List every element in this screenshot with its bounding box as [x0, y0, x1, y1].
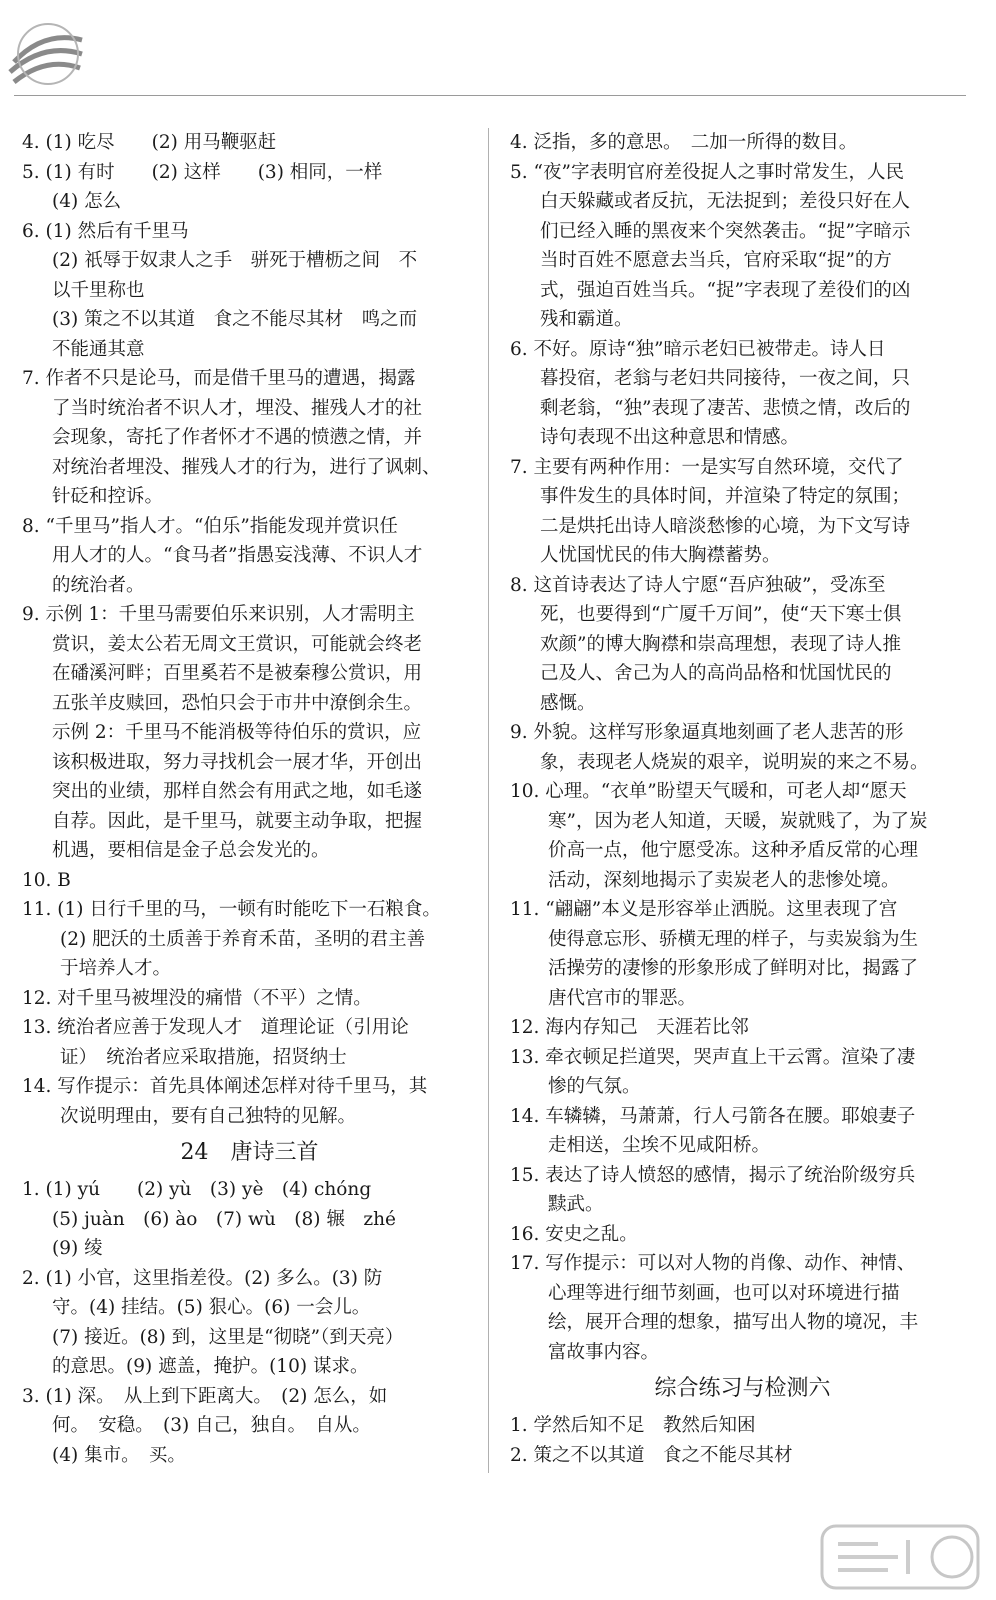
- answer-line: 白天躲藏或者反抗，无法捉到；差役只好在人: [540, 191, 911, 212]
- answer-line: 绘，展开合理的想象，描写出人物的境况，丰: [548, 1312, 919, 1333]
- answer-line: 7. 主要有两种作用：一是实写自然环境，交代了: [510, 456, 904, 478]
- answer-line: 剩老翁，“独”表现了凄苦、悲愤之情，改后的: [540, 397, 911, 419]
- answer-line: 残和霸道。: [540, 309, 633, 330]
- answer-line: 心理等进行细节刻画，也可以对环境进行描: [548, 1282, 900, 1304]
- answer-line: 式，强迫百姓当兵。“捉”字表现了差役们的凶: [540, 279, 911, 301]
- answer-line: 12. 海内存知己 天涯若比邻: [510, 1017, 749, 1038]
- answer-line: 5. “夜”字表明官府差役捉人之事时常发生，人民: [510, 161, 904, 183]
- answer-line: 16. 安史之乱。: [510, 1223, 638, 1245]
- answers-block-23: [22, 128, 477, 1131]
- answer-line: 感慨。: [540, 692, 596, 714]
- answer-line: 富故事内容。: [548, 1341, 660, 1363]
- answer-line: 使得意忘形、骄横无理的样子，与卖炭翁为生: [548, 928, 919, 950]
- section-title: 综合练习与检测六: [654, 1376, 831, 1401]
- section-number: 24: [180, 1140, 209, 1165]
- right-column: [510, 128, 975, 1470]
- answer-line: 的意思。(9) 遮盖，掩护。(10) 谋求。: [52, 1356, 369, 1377]
- answer-line: 暮投宿，老翁与老妇共同接待，一夜之间，只: [540, 368, 911, 389]
- answers-block-24-continued: [510, 128, 975, 1367]
- answer-line: 9. 外貌。这样写形象逼真地刻画了老人悲苦的形: [510, 722, 904, 743]
- answer-line: 14. 车辚辚，马萧萧，行人弓箭各在腰。耶娘妻子: [510, 1105, 916, 1127]
- answer-line: 11. “翩翩”本义是形容举止洒脱。这里表现了宫: [510, 899, 898, 920]
- answers-block-24: [22, 1175, 477, 1470]
- watermark-logo-icon: [820, 1522, 980, 1592]
- answer-line: 8. “千里马”指人才。“伯乐”指能发现并赏识任: [22, 515, 398, 537]
- answer-line: 12. 对千里马被埋没的痛惜（不平）之情。: [22, 987, 372, 1009]
- answer-line: 4. (1) 吃尽 (2) 用马鞭驱赶: [22, 132, 277, 153]
- answer-line: (2) 祇辱于奴隶人之手 骈死于槽枥之间 不: [52, 250, 418, 271]
- answer-line: 象，表现老人烧炭的艰辛，说明炭的来之不易。: [540, 751, 929, 773]
- answer-line: 7. 作者不只是论马，而是借千里马的遭遇，揭露: [22, 368, 416, 389]
- answer-line: 价高一点，他宁愿受冻。这种矛盾反常的心理: [548, 840, 919, 861]
- answer-line: (4) 集市。 买。: [52, 1444, 186, 1466]
- answer-line: 会现象，寄托了作者怀才不遇的愤懑之情，并: [52, 427, 423, 448]
- section-heading: [510, 1367, 975, 1411]
- left-column: [22, 128, 477, 1470]
- answer-line: 用人才的人。“食马者”指愚妄浅薄、不识人才: [52, 545, 423, 566]
- answer-line: 11. (1) 日行千里的马，一顿有时能吃下一石粮食。: [22, 899, 441, 920]
- answer-line: 活操劳的凄惨的形象形成了鲜明对比，揭露了: [548, 958, 919, 979]
- answer-line: 1. 学然后知不足 教然后知困: [510, 1415, 756, 1436]
- answer-line: 6. 不好。原诗“独”暗示老妇已被带走。诗人日: [510, 338, 886, 360]
- answer-line: 15. 表达了诗人愤怒的感情，揭示了统治阶级穷兵: [510, 1164, 916, 1186]
- answer-line: 8. 这首诗表达了诗人宁愿“吾庐独破”，受冻至: [510, 574, 886, 596]
- answer-line: 己及人、舍己为人的高尚品格和忧国忧民的: [540, 663, 892, 684]
- answer-line: 守。(4) 挂结。(5) 狠心。(6) 一会儿。: [52, 1297, 371, 1318]
- answer-line: 10. B: [22, 869, 71, 891]
- answer-line: 3. (1) 深。 从上到下距离大。 (2) 怎么，如: [22, 1385, 388, 1407]
- answer-line: 以千里称也: [52, 279, 145, 301]
- answer-line: 活动，深刻地揭示了卖炭老人的悲惨处境。: [548, 869, 900, 891]
- answer-line: 事件发生的具体时间，并渲染了特定的氛围；: [540, 486, 911, 507]
- publisher-logo-icon: [4, 10, 84, 90]
- answer-line: (2) 肥沃的土质善于养育禾苗，圣明的君主善: [60, 928, 426, 950]
- answer-line: (7) 接近。(8) 到，这里是“彻晓”（到天亮）: [52, 1326, 404, 1348]
- answer-line: 2. 策之不以其道 食之不能尽其材: [510, 1444, 793, 1466]
- answer-line: 针砭和控诉。: [52, 486, 164, 507]
- answer-line: 二是烘托出诗人暗淡愁惨的心境，为下文写诗: [540, 515, 911, 537]
- answer-line: 该积极进取，努力寻找机会一展才华，开创出: [52, 751, 423, 773]
- answer-line: 示例 2：千里马不能消极等待伯乐的赏识，应: [52, 722, 422, 743]
- answer-line: 9. 示例 1：千里马需要伯乐来识别，人才需明主: [22, 604, 415, 625]
- answer-line: 了当时统治者不识人才，埋没、摧残人才的社: [52, 397, 423, 419]
- answer-line: 的统治者。: [52, 574, 145, 596]
- answer-line: (4) 怎么: [52, 191, 122, 212]
- header-rule: [14, 95, 966, 96]
- answer-line: (5) juàn (6) ào (7) wù (8) 辗 zhé: [52, 1208, 396, 1230]
- answer-line: 17. 写作提示：可以对人物的肖像、动作、神情、: [510, 1253, 916, 1274]
- answer-line: 何。 安稳。 (3) 自己，独自。 自从。: [52, 1415, 371, 1436]
- answer-line: 5. (1) 有时 (2) 这样 (3) 相同，一样: [22, 161, 383, 183]
- answer-line: 人忧国忧民的伟大胸襟蓄势。: [540, 545, 781, 566]
- answer-line: 当时百姓不愿意去当兵，官府采取“捉”的方: [540, 250, 892, 271]
- answer-line: 赏识，姜太公若无周文王赏识，可能就会终老: [52, 633, 423, 655]
- answer-line: 死，也要得到“广厦千万间”，使“天下寒士俱: [540, 604, 902, 625]
- answer-line: 14. 写作提示：首先具体阐述怎样对待千里马，其: [22, 1076, 428, 1097]
- section-heading: [22, 1131, 477, 1175]
- answer-line: 13. 统治者应善于发现人才 道理论证（引用论: [22, 1017, 409, 1038]
- answer-line: 突出的业绩，那样自然会有用武之地，如毛遂: [52, 781, 423, 802]
- section-title: 唐诗三首: [230, 1140, 319, 1165]
- answer-line: 于培养人才。: [60, 958, 172, 979]
- answer-line: 走相送，尘埃不见咸阳桥。: [548, 1135, 771, 1156]
- answer-line: 唐代宫市的罪恶。: [548, 987, 697, 1009]
- answer-line: 1. (1) yú (2) yù (3) yè (4) chóng: [22, 1179, 372, 1200]
- answer-line: 自荐。因此，是千里马，就要主动争取，把握: [52, 810, 423, 832]
- answer-line: 在磻溪河畔；百里奚若不是被秦穆公赏识，用: [52, 663, 423, 684]
- answer-line: 不能通其意: [52, 338, 145, 360]
- answer-line: 证） 统治者应采取措施，招贤纳士: [60, 1046, 347, 1068]
- answer-line: 10. 心理。“衣单”盼望天气暖和，可老人却“愿天: [510, 781, 907, 802]
- answer-line: 对统治者埋没、摧残人才的行为，进行了讽刺、: [52, 456, 441, 478]
- answer-line: 诗句表现不出这种意思和情感。: [540, 427, 800, 448]
- answer-line: 4. 泛指，多的意思。 二加一所得的数目。: [510, 132, 858, 153]
- answer-line: 惨的气氛。: [548, 1076, 641, 1097]
- answer-line: 机遇，要相信是金子总会发光的。: [52, 840, 330, 861]
- answer-line: 13. 牵衣顿足拦道哭，哭声直上干云霄。渲染了凄: [510, 1046, 916, 1068]
- answer-line: 寒”，因为老人知道，天暖，炭就贱了，为了炭: [548, 810, 928, 832]
- answer-line: (3) 策之不以其道 食之不能尽其材 鸣之而: [52, 309, 418, 330]
- answers-block-review-6: [510, 1411, 975, 1470]
- answer-line: (9) 绫: [52, 1238, 103, 1259]
- answer-line: 五张羊皮赎回，恐怕只会于市井中潦倒余生。: [52, 692, 423, 714]
- answer-line: 次说明理由，要有自己独特的见解。: [60, 1105, 357, 1127]
- answer-line: 欢颜”的博大胸襟和崇高理想，表现了诗人推: [540, 633, 901, 655]
- answer-line: 黩武。: [548, 1194, 604, 1215]
- column-divider: [488, 128, 489, 1473]
- answer-line: 6. (1) 然后有千里马: [22, 220, 189, 242]
- answer-line: 2. (1) 小官，这里指差役。(2) 多么。(3) 防: [22, 1267, 383, 1289]
- answer-line: 们已经入睡的黑夜来个突然袭击。“捉”字暗示: [540, 220, 911, 242]
